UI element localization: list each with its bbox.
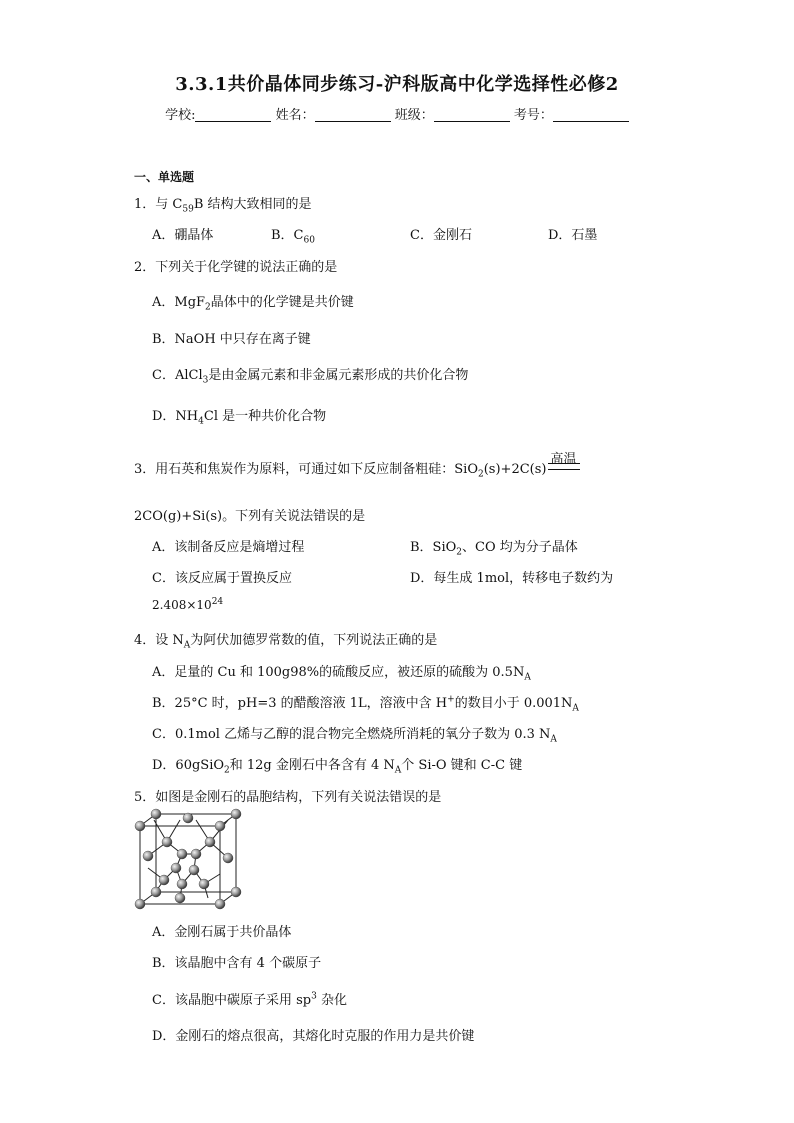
q5-stem: 5．如图是金刚石的晶胞结构，下列有关说法错误的是 [134,790,442,805]
class-blank[interactable] [434,107,510,122]
class-label: 班级： [394,108,434,123]
q3-option-a[interactable]: A．该制备反应是熵增过程 [152,540,305,555]
name-label: 姓名： [275,108,315,123]
q1-option-d[interactable]: D．石墨 [548,228,598,243]
q3-option-c[interactable]: C．该反应属于置换反应 [152,571,292,586]
q1-stem: 1．与 $C_{59}B$ 结构大致相同的是 [134,197,312,215]
q2-option-c[interactable]: C．AlCl$_3$是由金属元素和非金属元素形成的共价化合物 [152,368,469,386]
reaction-arrow [546,452,580,477]
diamond-unit-cell-diagram [130,808,242,914]
q2-stem: 2．下列关于化学键的说法正确的是 [134,260,338,275]
q2-option-b[interactable]: B．NaOH 中只存在离子键 [152,332,311,347]
q1-option-c[interactable]: C．金刚石 [410,228,472,243]
q2-option-d[interactable]: D．$NH_4Cl$ 是一种共价化合物 [152,409,327,427]
q3-option-d[interactable]: D．每生成 1mol，转移电子数约为 [410,571,614,586]
page-title: 3.3.1共价晶体同步练习-沪科版高中化学选择性必修2 [175,74,619,95]
q4-option-b[interactable]: B．25°C 时，pH=3 的醋酸溶液 1L，溶液中含 H+的数目小于 $0.001N_A$ [152,694,579,714]
q1-option-a[interactable]: A．硼晶体 [152,228,214,243]
name-blank[interactable] [315,107,391,122]
q5-option-d[interactable]: D．金刚石的熔点很高，其熔化时克服的作用力是共价键 [152,1029,475,1044]
q3-stem: 3．用石英和焦炭作为原料，可通过如下反应制备粗硅：SiO$_2$(s)+2C(s) 高温 [134,458,580,477]
school-label: 学校: [165,108,196,123]
q3-option-b[interactable]: B．SiO$_2$、CO 均为分子晶体 [410,540,578,558]
q4-option-a[interactable]: A．足量的 Cu 和 100g98%的硫酸反应，被还原的硫酸为 $0.5N_A$ [152,665,531,683]
q4-stem: 4．设 $N_A$为阿伏加德罗常数的值，下列说法正确的是 [134,633,438,651]
student-info-line [0,104,794,123]
section-heading: 一、单选题 [134,170,195,184]
q3-option-d-continued: $2.408\times 10^{24}$ [152,597,224,612]
reaction-condition: 高温 [550,452,577,467]
school-blank[interactable] [195,107,271,122]
q2-option-a[interactable]: A．MgF$_2$晶体中的化学键是共价键 [152,295,354,313]
q5-option-a[interactable]: A．金刚石属于共价晶体 [152,925,292,940]
q5-option-c[interactable]: C．该晶胞中碳原子采用 $sp^3$ 杂化 [152,991,347,1008]
q5-option-b[interactable]: B．该晶胞中含有 4 个碳原子 [152,956,322,971]
number-label: 考号： [513,108,553,123]
number-blank[interactable] [553,107,629,122]
q1-option-b[interactable]: B．$C_{60}$ [271,228,315,246]
q4-option-c[interactable]: C．0.1mol 乙烯与乙醇的混合物完全燃烧所消耗的氧分子数为 0.3 $N_A$ [152,727,557,745]
q4-option-d[interactable]: D．60gSiO$_2$和 12g 金刚石中各含有 4 $N_A$个 Si-O 键和 C-C 键 [152,758,523,776]
q3-stem-line2: 2CO(g)+Si(s)。下列有关说法错误的是 [134,509,366,524]
